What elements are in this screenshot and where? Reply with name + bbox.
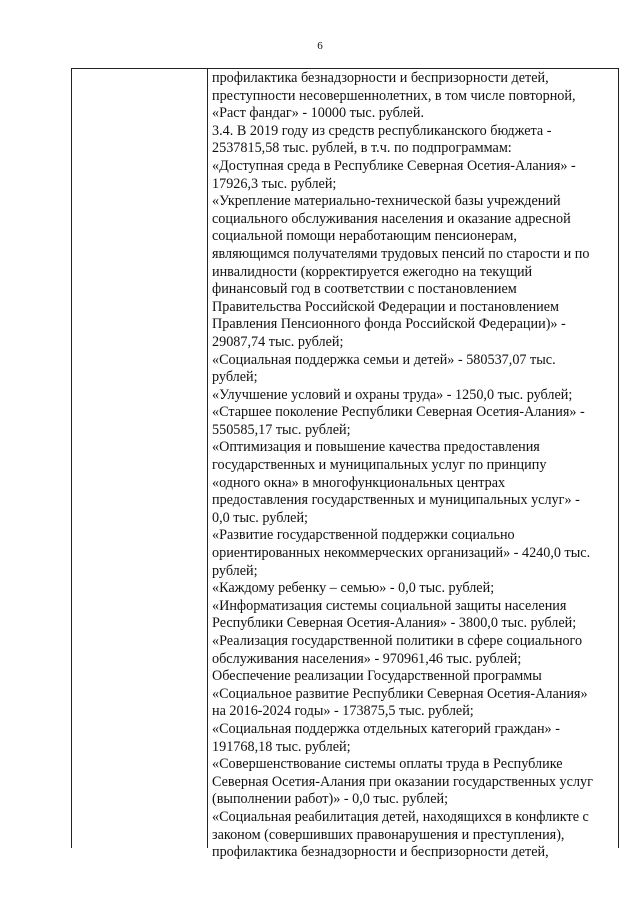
text-line: Республики Северная Осетия-Алания» - 3800,0 тыс. рублей;	[212, 615, 577, 632]
text-line: «одного окна» в многофункциональных центрах	[212, 474, 506, 491]
text-line: «Улучшение условий и охраны труда» - 1250,0 тыс. рублей;	[212, 386, 573, 403]
text-line: «Развитие государственной поддержки социально	[212, 527, 515, 544]
text-line: инвалидности (корректируется ежегодно на текущий	[212, 263, 533, 280]
text-line: Правительства Российской Федерации и постановлением	[212, 298, 560, 315]
text-line: «Социальное развитие Республики Северная Осетия-Алания»	[212, 685, 588, 702]
text-line: предоставления государственных и муниципальных услуг» -	[212, 492, 580, 509]
text-line: Северная Осетия-Алания при оказании государственных услуг	[212, 773, 593, 790]
text-line: Правления Пенсионного фонда Российской Федерации)» -	[212, 316, 566, 333]
text-line: «Оптимизация и повышение качества предоставления	[212, 439, 540, 456]
text-line: «Каждому ребенку – семью» - 0,0 тыс. рублей;	[212, 580, 495, 597]
text-line: законом (совершивших правонарушения и преступления),	[212, 826, 565, 843]
text-line: социальной помощи неработающим пенсионерам,	[212, 228, 517, 245]
text-line: «Реализация государственной политики в сфере социального	[212, 633, 583, 649]
text-line: 3.4. В 2019 году из средств республиканского бюджета -	[212, 122, 552, 139]
text-line: ориентированных некоммерческих организаций» - 4240,0 тыс.	[212, 545, 591, 562]
text-line: обслуживания населения» - 970961,46 тыс. рублей;	[212, 650, 522, 667]
text-line: профилактика безнадзорности и беспризорности детей,	[212, 70, 549, 86]
text-line: государственных и муниципальных услуг по принципу	[212, 457, 547, 474]
text-line: «Доступная среда в Республике Северная Осетия-Алания» -	[212, 157, 576, 174]
text-line: рублей;	[212, 562, 258, 579]
text-line: социального обслуживания населения и оказание адресной	[212, 210, 571, 227]
text-line: «Укрепление материально-технической базы учреждений	[212, 193, 561, 210]
page-number: 6	[317, 40, 323, 52]
text-line: преступности несовершеннолетних, в том числе повторной,	[212, 87, 576, 104]
text-line: финансовый год в соответствии с постановлением	[212, 281, 517, 298]
text-line: 191768,18 тыс. рублей;	[212, 738, 351, 755]
text-line: 29087,74 тыс. рублей;	[212, 333, 344, 350]
text-line: являющимся получателями трудовых пенсий по старости и по	[212, 245, 590, 262]
text-line: профилактика безнадзорности и беспризорности детей,	[212, 844, 549, 861]
text-line: «Социальная поддержка отдельных категорий граждан» -	[212, 720, 560, 737]
text-line: «Социальная реабилитация детей, находящихся в конфликте с	[212, 808, 589, 825]
text-line: 550585,17 тыс. рублей;	[212, 421, 351, 438]
text-line: «Совершенствование системы оплаты труда в Республике	[212, 756, 563, 773]
table-left-column	[72, 69, 208, 848]
text-line: Обеспечение реализации Государственной программы	[212, 668, 542, 685]
document-table	[71, 68, 619, 861]
text-line: «Раст фандаг» - 10000 тыс. рублей.	[212, 105, 424, 122]
text-line: 0,0 тыс. рублей;	[212, 509, 308, 526]
text-line: (выполнении работ)» - 0,0 тыс. рублей;	[212, 791, 449, 808]
text-line: «Информатизация системы социальной защиты населения	[212, 597, 567, 614]
text-line: 17926,3 тыс. рублей;	[212, 175, 337, 192]
text-line: 2537815,58 тыс. рублей, в т.ч. по подпрограммам:	[212, 140, 512, 157]
text-line: на 2016-2024 годы» - 173875,5 тыс. рублей;	[212, 703, 474, 720]
text-line: «Старшее поколение Республики Северная Осетия-Алания» -	[212, 404, 585, 421]
table-right-column	[208, 69, 618, 861]
text-line: «Социальная поддержка семьи и детей» - 580537,07 тыс.	[212, 351, 556, 368]
text-line: рублей;	[212, 369, 258, 386]
